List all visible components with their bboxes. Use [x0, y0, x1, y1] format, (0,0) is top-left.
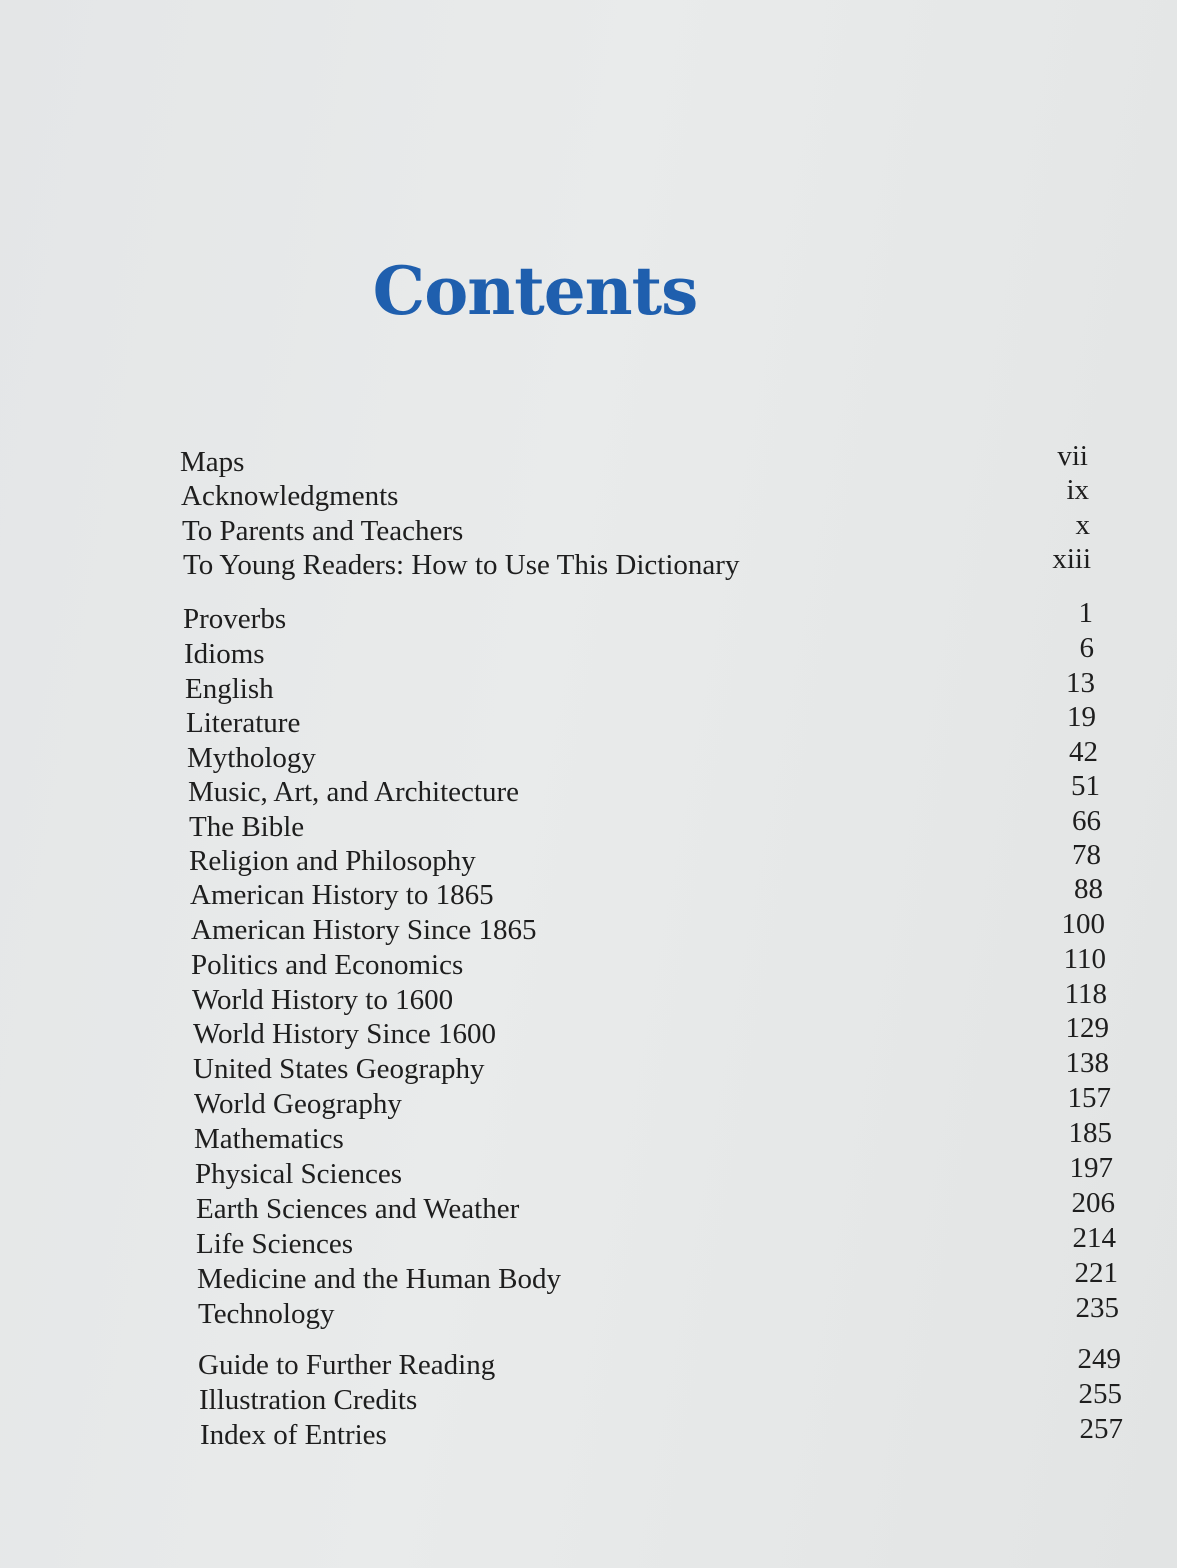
- toc-entry-page: 257: [1079, 1413, 1123, 1445]
- toc-entry-page: 13: [1066, 667, 1095, 699]
- toc-entry-label: Guide to Further Reading: [198, 1349, 496, 1381]
- toc-entry-label: English: [185, 673, 274, 705]
- toc-entry-label: Mathematics: [194, 1123, 344, 1155]
- toc-entry-page: 255: [1078, 1378, 1122, 1410]
- toc-entry-page: 206: [1071, 1187, 1115, 1219]
- toc-entry-label: Religion and Philosophy: [189, 845, 476, 877]
- toc-entry-page: 118: [1064, 978, 1107, 1010]
- toc-entry-page: xiii: [1052, 543, 1091, 575]
- toc-entry-page: 214: [1072, 1222, 1116, 1254]
- toc-entry-label: The Bible: [189, 811, 305, 843]
- toc-entry-label: Earth Sciences and Weather: [196, 1193, 520, 1225]
- toc-entry-page: 235: [1075, 1292, 1119, 1324]
- toc-entry-page: 66: [1072, 805, 1101, 837]
- toc-entry-label: Mythology: [187, 742, 316, 774]
- toc-entry-label: Index of Entries: [200, 1419, 387, 1451]
- toc-entry-page: 78: [1072, 839, 1101, 871]
- toc-entry-label: Acknowledgments: [181, 480, 399, 512]
- toc-entry-label: World Geography: [194, 1088, 402, 1120]
- toc-entry-page: 19: [1067, 701, 1096, 733]
- toc-entry-page: x: [1075, 509, 1090, 541]
- toc-entry-label: American History to 1865: [190, 879, 494, 911]
- toc-entry-page: 197: [1069, 1152, 1113, 1184]
- toc-entry-page: 100: [1061, 908, 1105, 940]
- toc-entry-label: Music, Art, and Architecture: [188, 776, 519, 808]
- toc-entry-label: Maps: [180, 446, 245, 478]
- page-title: Contents: [372, 252, 698, 330]
- toc-entry-label: To Young Readers: How to Use This Dictionary: [183, 549, 740, 581]
- toc-entry-label: Literature: [186, 707, 301, 739]
- toc-entry-page: 157: [1067, 1082, 1111, 1114]
- toc-entry-page: 138: [1065, 1047, 1109, 1079]
- toc-entry-page: 110: [1063, 943, 1106, 975]
- toc-entry-page: 88: [1074, 873, 1103, 905]
- toc-entry-page: 185: [1068, 1117, 1112, 1149]
- toc-entry-label: Proverbs: [183, 603, 287, 635]
- toc-entry-label: United States Geography: [193, 1053, 485, 1085]
- toc-entry-label: Medicine and the Human Body: [197, 1263, 562, 1295]
- toc-entry-label: Idioms: [184, 638, 265, 670]
- toc-entry-label: World History Since 1600: [193, 1018, 496, 1050]
- toc-entry-page: 1: [1078, 597, 1093, 629]
- toc-entry-label: Technology: [198, 1298, 335, 1330]
- toc-entry-label: Politics and Economics: [191, 949, 464, 981]
- toc-entry-label: American History Since 1865: [191, 914, 537, 946]
- toc-entry-label: Life Sciences: [196, 1228, 354, 1260]
- toc-entry-label: World History to 1600: [192, 984, 454, 1016]
- toc-entry-page: 249: [1077, 1343, 1121, 1375]
- toc-entry-label: Illustration Credits: [199, 1384, 418, 1416]
- toc-entry-page: vii: [1057, 440, 1088, 472]
- toc-entry-page: ix: [1066, 474, 1089, 506]
- toc-entry-page: 221: [1074, 1257, 1118, 1289]
- toc-entry-page: 6: [1079, 632, 1094, 664]
- toc-entry-label: To Parents and Teachers: [182, 515, 464, 547]
- toc-entry-page: 51: [1071, 770, 1100, 802]
- toc-entry-page: 129: [1065, 1012, 1109, 1044]
- toc-entry-label: Physical Sciences: [195, 1158, 402, 1190]
- toc-entry-page: 42: [1069, 736, 1098, 768]
